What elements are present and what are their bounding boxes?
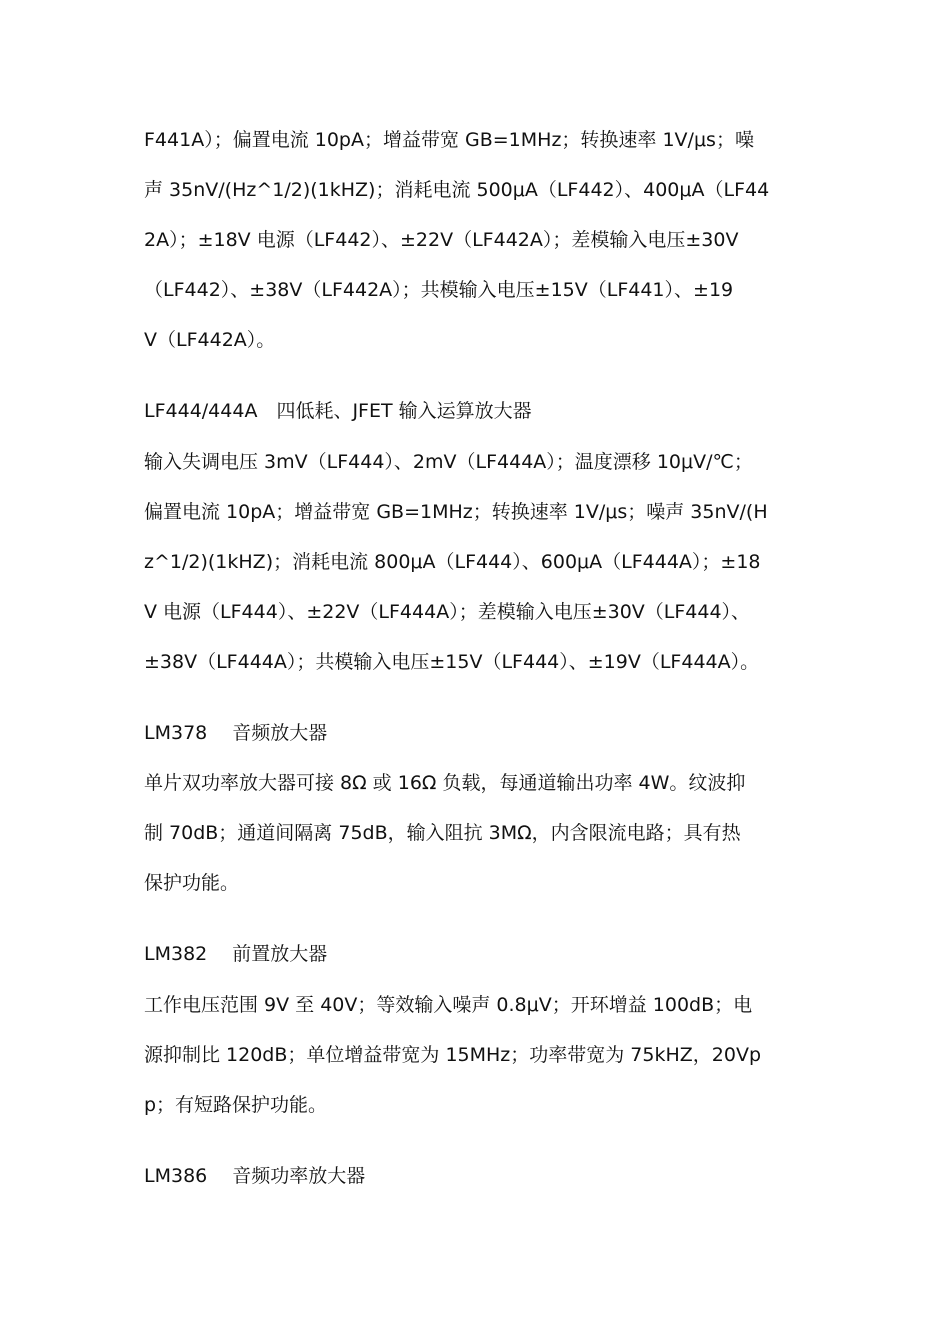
paragraph-line: 输入失调电压 3mV（LF444）、2mV（LF444A）；温度漂移 10μV/℃；: [144, 451, 753, 473]
paragraph-line: 偏置电流 10pA；增益带宽 GB=1MHz；转换速率 1V/μs；噪声 35nV/(H: [144, 501, 768, 523]
paragraph-line: F441A）；偏置电流 10pA；增益带宽 GB=1MHz；转换速率 1V/μs；噪: [144, 129, 754, 151]
section-heading-lm378: LM378 音频放大器: [144, 722, 328, 744]
paragraph-line: 源抑制比 120dB；单位增益带宽为 15MHz；功率带宽为 75kHZ，20Vp: [144, 1044, 762, 1066]
section-heading-lm382: LM382 前置放大器: [144, 943, 328, 965]
paragraph-line: 声 35nV/(Hz^1/2)(1kHZ)；消耗电流 500μA（LF442）、400μA（LF44: [144, 179, 770, 201]
section-heading-lf444: LF444/444A 四低耗、JFET 输入运算放大器: [144, 400, 532, 422]
paragraph-line: V 电源（LF444）、±22V（LF444A）；差模输入电压±30V（LF444）、: [144, 601, 751, 623]
paragraph-line: （LF442）、±38V（LF442A）；共模输入电压±15V（LF441）、±19: [144, 279, 734, 301]
paragraph-line: 保护功能。: [144, 872, 240, 894]
paragraph-line: p；有短路保护功能。: [144, 1094, 328, 1116]
paragraph-line: 工作电压范围 9V 至 40V；等效输入噪声 0.8μV；开环增益 100dB；电: [144, 994, 753, 1016]
paragraph-line: 2A）；±18V 电源（LF442）、±22V（LF442A）；差模输入电压±30V: [144, 229, 739, 251]
paragraph-line: V（LF442A）。: [144, 329, 276, 351]
paragraph-line: ±38V（LF444A）；共模输入电压±15V（LF444）、±19V（LF444A）。: [144, 651, 760, 673]
section-heading-lm386: LM386 音频功率放大器: [144, 1165, 366, 1187]
paragraph-line: 单片双功率放大器可接 8Ω 或 16Ω 负载，每通道输出功率 4W。纹波抑: [144, 772, 746, 794]
paragraph-line: z^1/2)(1kHZ)；消耗电流 800μA（LF444）、600μA（LF444A）；±18: [144, 551, 761, 573]
paragraph-line: 制 70dB；通道间隔离 75dB，输入阻抗 3MΩ，内含限流电路；具有热: [144, 822, 741, 844]
